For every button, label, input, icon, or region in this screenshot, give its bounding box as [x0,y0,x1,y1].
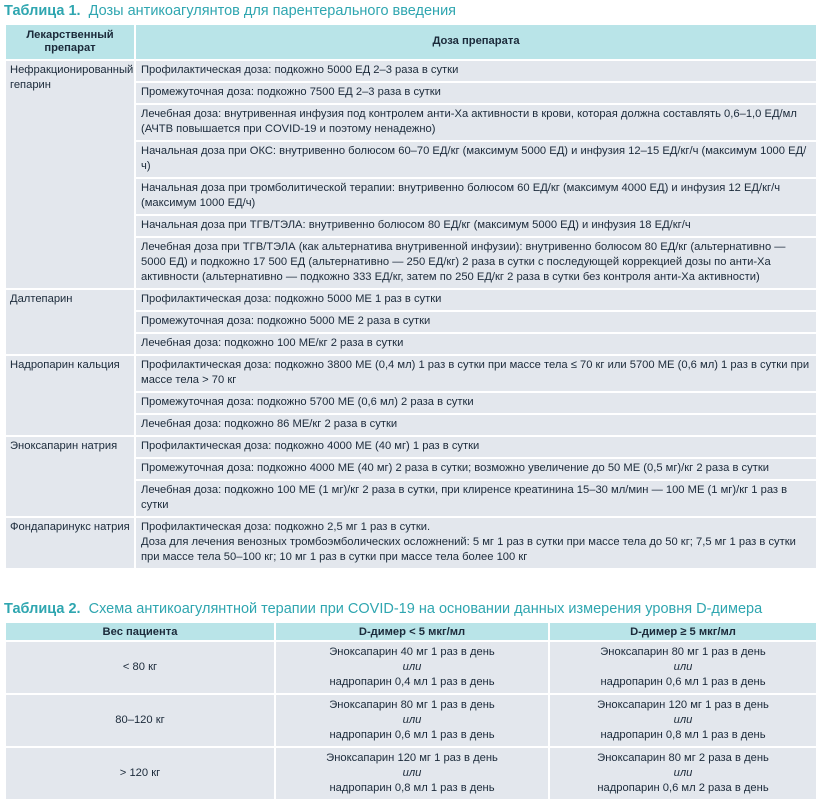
table1-caption [4,2,456,20]
anticoagulant-doses-table [4,23,818,570]
or-label: или [402,714,422,726]
table2-caption-number: Таблица 2. [4,601,81,617]
dose-cell: Профилактическая доза: подкожно 5000 МЕ 1 раз в сутки [136,290,816,310]
table2-header-ddimer-low: D-димер < 5 мкг/мл [276,623,548,640]
dose-cell: Профилактическая доза: подкожно 2,5 мг 1 раз в сутки. Доза для лечения венозных тромбоэмболических осложнений: 5 мг 1 раз в сутки при массе тела до 50 кг; 7,5 мг 1 раз в сутки при массе тела 50–100 кг; 10 мг 1 раз в сутки при массе тела более 100 кг [136,518,816,568]
or-label: или [402,661,422,673]
dose-cell: Начальная доза при ОКС: внутривенно болюсом 60–70 ЕД/кг (максимум 5000 ЕД) и инфузия 12–15 ЕД/кг/ч (максимум 1000 ЕД/ч) [136,142,816,177]
dose-cell: Профилактическая доза: подкожно 4000 МЕ (40 мг) 1 раз в сутки [136,437,816,457]
regimen-cell-low [276,748,548,799]
dose-cell: Профилактическая доза: подкожно 5000 ЕД 2–3 раза в сутки [136,61,816,81]
regimen-line: надропарин 0,8 мл 1 раз в день [600,729,766,741]
table-row [6,437,816,457]
table-row [6,642,816,693]
regimen-line: Эноксапарин 40 мг 1 раз в день [329,646,495,658]
drug-name-cell: Нефракционированный гепарин [6,61,134,288]
table-row [6,290,816,310]
drug-name-cell: Далтепарин [6,290,134,354]
weight-cell: < 80 кг [6,642,274,693]
table1-header-dose: Доза препарата [136,25,816,59]
drug-name-cell: Эноксапарин натрия [6,437,134,516]
dose-cell: Профилактическая доза: подкожно 3800 МЕ (0,4 мл) 1 раз в сутки при массе тела ≤ 70 кг или 5700 МЕ (0,6 мл) 1 раз в сутки при массе тела > 70 кг [136,356,816,391]
regimen-line: надропарин 0,4 мл 1 раз в день [329,676,495,688]
table1-header-row [6,25,816,59]
or-label: или [673,661,693,673]
drug-name-cell: Фондапаринукс натрия [6,518,134,568]
regimen-line: Эноксапарин 120 мг 1 раз в день [597,699,769,711]
table2-caption-text: Схема антикоагулянтной терапии при COVID-19 на основании данных измерения уровня D-димера [88,601,763,617]
table1-caption-number: Таблица 1. [4,3,81,19]
ddimer-therapy-table [4,621,818,801]
regimen-cell-low [276,642,548,693]
or-label: или [673,714,693,726]
regimen-line: надропарин 0,6 мл 2 раза в день [597,782,769,794]
dose-cell: Начальная доза при ТГВ/ТЭЛА: внутривенно болюсом 80 ЕД/кг (максимум 5000 ЕД) и инфузия 18 ЕД/кг/ч [136,216,816,236]
dose-cell: Начальная доза при тромболитической терапии: внутривенно болюсом 60 ЕД/кг (максимум 4000 ЕД) и инфузия 12 ЕД/кг/ч (максимум 1000 ЕД/ч) [136,179,816,214]
regimen-cell-low [276,695,548,746]
dose-cell: Промежуточная доза: подкожно 4000 МЕ (40 мг) 2 раза в сутки; возможно увеличение до 50 МЕ (0,5 мг)/кг 2 раза в сутки [136,459,816,479]
regimen-line: Эноксапарин 80 мг 1 раз в день [600,646,766,658]
table-row [6,518,816,568]
regimen-cell-high [550,695,816,746]
regimen-line: надропарин 0,6 мл 1 раз в день [600,676,766,688]
or-label: или [402,767,422,779]
regimen-cell-high [550,642,816,693]
table1-header-drug: Лекарственный препарат [6,25,134,59]
regimen-cell-high [550,748,816,799]
weight-cell: 80–120 кг [6,695,274,746]
dose-cell: Лечебная доза: подкожно 100 МЕ (1 мг)/кг 2 раза в сутки, при клиренсе креатинина 15–30 мл/мин — 100 МЕ (1 мг)/кг 1 раз в сутки [136,481,816,516]
weight-cell: > 120 кг [6,748,274,799]
table-row [6,695,816,746]
dose-cell: Промежуточная доза: подкожно 5700 МЕ (0,6 мл) 2 раза в сутки [136,393,816,413]
dose-cell: Лечебная доза: внутривенная инфузия под контролем анти-Ха активности в крови, которая должна составлять 0,6–1,0 ЕД/мл (АЧТВ повышается при COVID-19 и поэтому ненадежно) [136,105,816,140]
dose-cell: Лечебная доза: подкожно 100 МЕ/кг 2 раза в сутки [136,334,816,354]
table2-caption [4,600,762,618]
regimen-line: Эноксапарин 80 мг 2 раза в день [597,752,769,764]
regimen-line: надропарин 0,6 мл 1 раз в день [329,729,495,741]
table-row [6,61,816,81]
or-label: или [673,767,693,779]
table1-caption-text: Дозы антикоагулянтов для парентерального введения [88,3,457,19]
table2-header-weight: Вес пациента [6,623,274,640]
regimen-line: Эноксапарин 120 мг 1 раз в день [326,752,498,764]
dose-cell: Промежуточная доза: подкожно 5000 МЕ 2 раза в сутки [136,312,816,332]
regimen-line: надропарин 0,8 мл 1 раз в день [329,782,495,794]
dose-cell: Промежуточная доза: подкожно 7500 ЕД 2–3 раза в сутки [136,83,816,103]
regimen-line: Эноксапарин 80 мг 1 раз в день [329,699,495,711]
dose-cell: Лечебная доза при ТГВ/ТЭЛА (как альтернатива внутривенной инфузии): внутривенно болюсом 80 ЕД/кг (альтернативно — 5000 ЕД) и подкожно 17 500 ЕД (альтернативно — 250 ЕД/кг) 2 раза в сутки с последующей коррекцией дозы по анти-Ха активности (альтернативно — подкожно 333 ЕД/кг, затем по 250 ЕД/кг 2 раза в сутки без контроля анти-Ха активности) [136,238,816,288]
table2-header-ddimer-high: D-димер ≥ 5 мкг/мл [550,623,816,640]
table-row [6,356,816,391]
dose-cell: Лечебная доза: подкожно 86 МЕ/кг 2 раза в сутки [136,415,816,435]
table-row [6,748,816,799]
table2-header-row [6,623,816,640]
drug-name-cell: Надропарин кальция [6,356,134,435]
